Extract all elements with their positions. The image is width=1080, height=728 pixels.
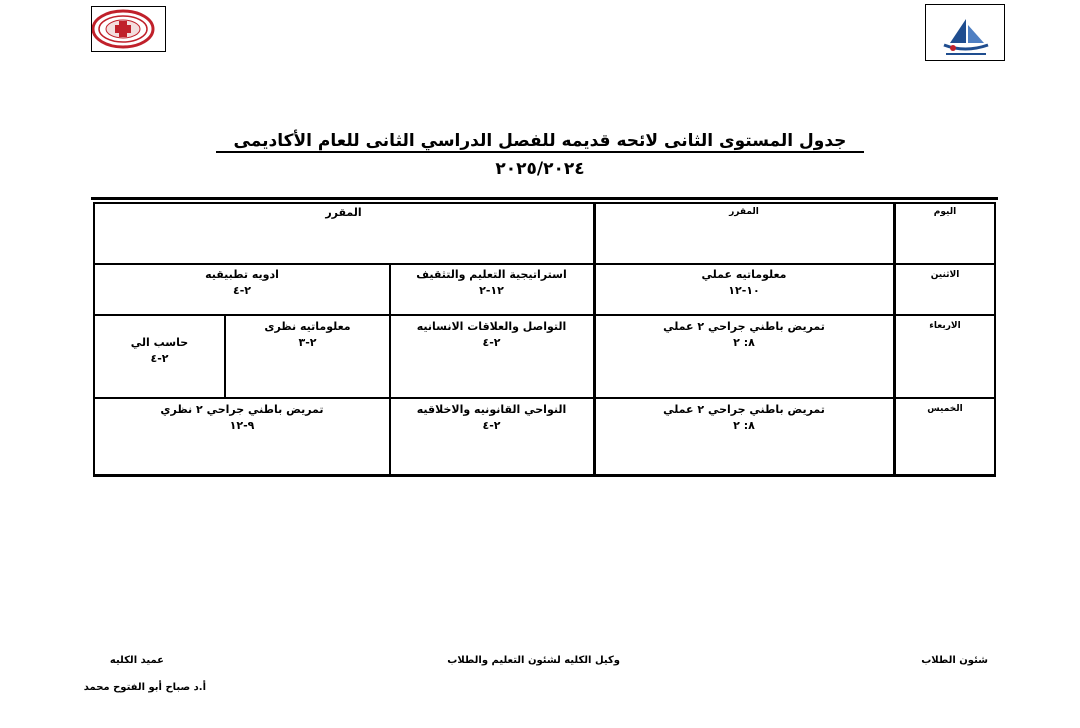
- header-day: اليوم: [933, 207, 957, 217]
- dean-name: أ.د صباح أبو الفتوح محمد: [83, 682, 206, 693]
- course-time: ٨: ٢: [733, 336, 755, 349]
- course-time: ٢-٤: [482, 336, 501, 349]
- course-name: تمريض باطني جراحي ٢ عملي: [663, 320, 825, 333]
- course-time: ٢-٤: [482, 419, 501, 432]
- course-name: حاسب الي: [130, 336, 189, 349]
- table-border-line: [93, 202, 95, 477]
- header-course-small: المقرر: [729, 207, 759, 217]
- table-border-line: [389, 263, 391, 477]
- course-time: ٢-٤: [150, 352, 169, 365]
- table-border-line: [893, 202, 896, 477]
- course-time: ١٢-٢: [479, 284, 504, 297]
- course-time: ٩-١٢: [229, 419, 255, 432]
- faculty-seal-icon: [92, 7, 165, 51]
- table-border-line: [224, 314, 226, 399]
- table-border-line: [994, 202, 996, 477]
- faculty-logo: [91, 6, 166, 52]
- university-logo: [925, 4, 1005, 61]
- course-time: ٢-٣: [298, 336, 317, 349]
- table-bottom-border: [93, 474, 996, 477]
- day-monday: الاثنين: [930, 270, 960, 280]
- table-border-line: [93, 314, 996, 316]
- table-top-border: [91, 197, 998, 200]
- course-time: ٨: ٢: [733, 419, 755, 432]
- course-name: معلوماتيه نظرى: [264, 320, 351, 333]
- table-border-line: [93, 397, 996, 399]
- header-course-large: المقرر: [325, 206, 362, 219]
- day-thursday: الخميس: [927, 404, 963, 414]
- vice-dean-signature: وكيل الكليه لشئون التعليم والطلاب: [447, 655, 620, 666]
- table-border-line: [593, 202, 596, 477]
- course-name: ادويه تطبيقيه: [205, 268, 279, 281]
- course-time: ١٠-١٢: [728, 284, 760, 297]
- course-name: معلوماتيه عملي: [701, 268, 787, 281]
- course-name: استراتيجية التعليم والتثقيف: [416, 268, 567, 281]
- table-border-line: [93, 202, 996, 204]
- course-name: تمريض باطني جراحي ٢ عملي: [663, 403, 825, 416]
- course-name: التواصل والعلاقات الانسانيه: [416, 320, 567, 333]
- title-underline: [216, 151, 864, 153]
- schedule-title: جدول المستوى الثانى لائحه قديمه للفصل الدراسي الثانى للعام الأكاديمى ٢٠٢٥/٢٠٢٤: [233, 131, 847, 179]
- day-wednesday: الاربعاء: [929, 321, 961, 331]
- course-name: النواحي القانونيه والاخلاقيه: [416, 403, 567, 416]
- table-border-line: [93, 263, 996, 265]
- course-time: ٢-٤: [232, 284, 251, 297]
- university-emblem-icon: [926, 5, 1004, 60]
- student-affairs-signature: شئون الطلاب: [921, 655, 988, 666]
- dean-signature: عميد الكليه: [109, 655, 164, 666]
- course-name: تمريض باطني جراحي ٢ نظري: [160, 403, 324, 416]
